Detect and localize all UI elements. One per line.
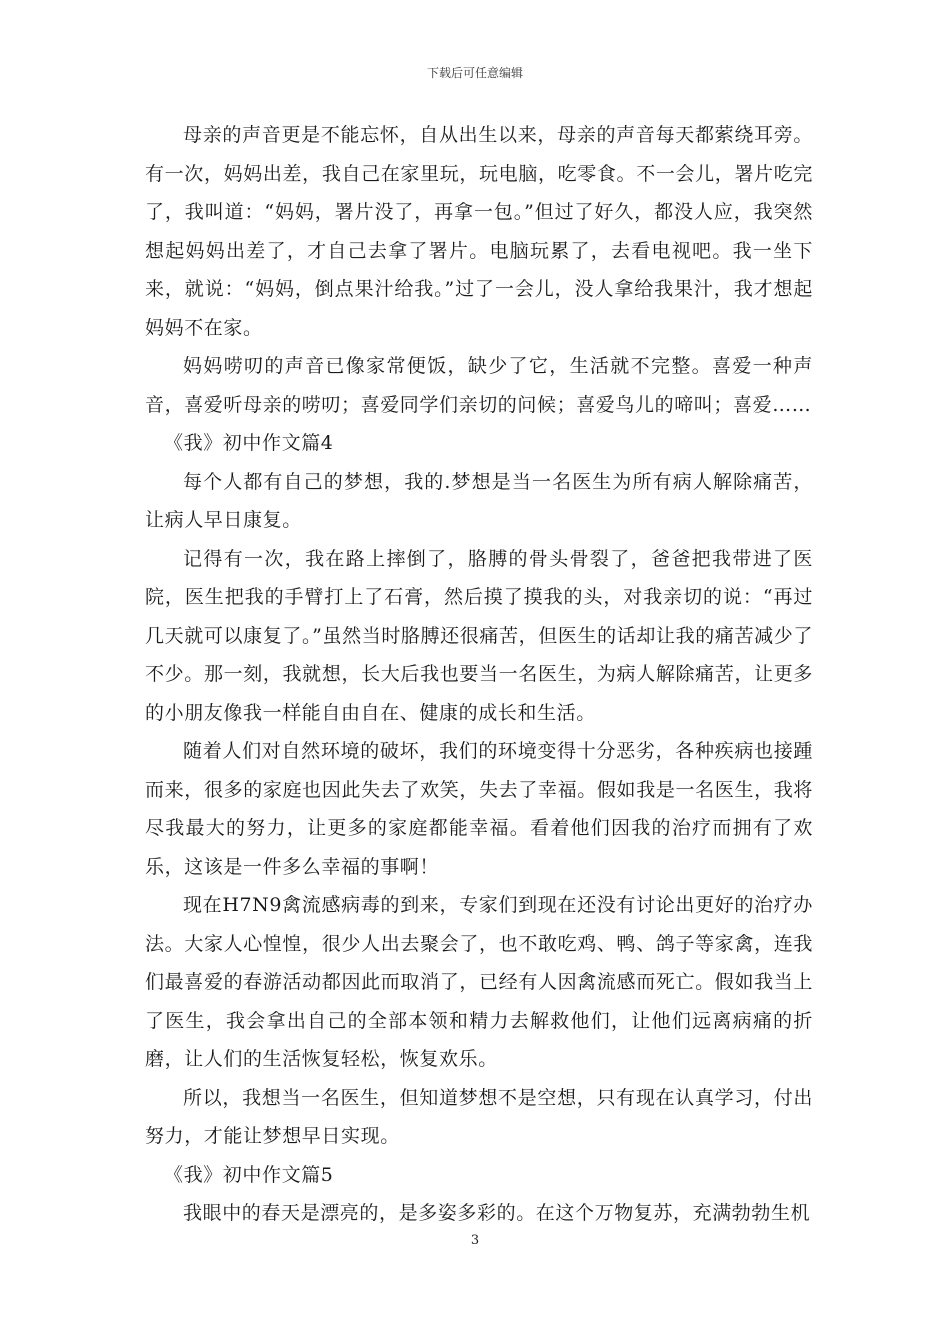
- paragraph-5: 随着人们对自然环境的破坏，我们的环境变得十分恶劣，各种疾病也接踵而来，很多的家庭也因此失去了欢笑，失去了幸福。假如我是一名医生，我将尽我最大的努力，让更多的家庭都能幸福。看着他们因我的治疗而拥有了欢乐，这该是一件多么幸福的事啊！: [145, 740, 813, 878]
- section-heading-4: 《我》初中作文篇4: [164, 432, 334, 454]
- page-number: 3: [470, 1233, 480, 1248]
- document-body: [145, 116, 813, 1233]
- paragraph-3: 每个人都有自己的梦想，我的.梦想是当一名医生为所有病人解除痛苦，让病人早日康复。: [145, 470, 813, 531]
- section-heading-5: 《我》初中作文篇5: [164, 1163, 334, 1186]
- paragraph-8: 我眼中的春天是漂亮的，是多姿多彩的。在这个万物复苏，充满勃勃生机: [183, 1202, 811, 1224]
- paragraph-4: 记得有一次，我在路上摔倒了，胳膊的骨头骨裂了，爸爸把我带进了医院，医生把我的手臂打上了石膏，然后摸了摸我的头，对我亲切的说：“再过几天就可以康复了。”虽然当时胳膊还很痛苦，但医生的话却让我的痛苦减少了不少。那一刻，我就想，长大后我也要当一名医生，为病人解除痛苦，让更多的小朋友像我一样能自由自在、健康的成长和生活。: [145, 547, 813, 724]
- page-header: 下载后可任意编辑: [426, 66, 523, 80]
- paragraph-6: 现在H7N9禽流感病毒的到来，专家们到现在还没有讨论出更好的治疗办法。大家人心惶惶，很少人出去聚会了，也不敢吃鸡、鸭、鸽子等家禽，连我们最喜爱的春游活动都因此而取消了，已经有人因禽流感而死亡。假如我当上了医生，我会拿出自己的全部本领和精力去解救他们，让他们远离病痛的折磨，让人们的生活恢复轻松，恢复欢乐。: [145, 894, 813, 1070]
- paragraph-2: 妈妈唠叨的声音已像家常便饭，缺少了它，生活就不完整。喜爱一种声音，喜爱听母亲的唠叨；喜爱同学们亲切的问候；喜爱鸟儿的啼叫；喜爱……: [145, 355, 813, 416]
- paragraph-1: 母亲的声音更是不能忘怀，自从出生以来，母亲的声音每天都萦绕耳旁。有一次，妈妈出差，我自己在家里玩，玩电脑，吃零食。不一会儿，署片吃完了，我叫道：“妈妈，署片没了，再拿一包。”但过了好久，都没人应，我突然想起妈妈出差了，才自己去拿了署片。电脑玩累了，去看电视吧。我一坐下来，就说：“妈妈，倒点果汁给我。”过了一会儿，没人拿给我果汁，我才想起妈妈不在家。: [145, 124, 813, 339]
- paragraph-7: 所以，我想当一名医生，但知道梦想不是空想，只有现在认真学习，付出努力，才能让梦想早日实现。: [145, 1086, 813, 1147]
